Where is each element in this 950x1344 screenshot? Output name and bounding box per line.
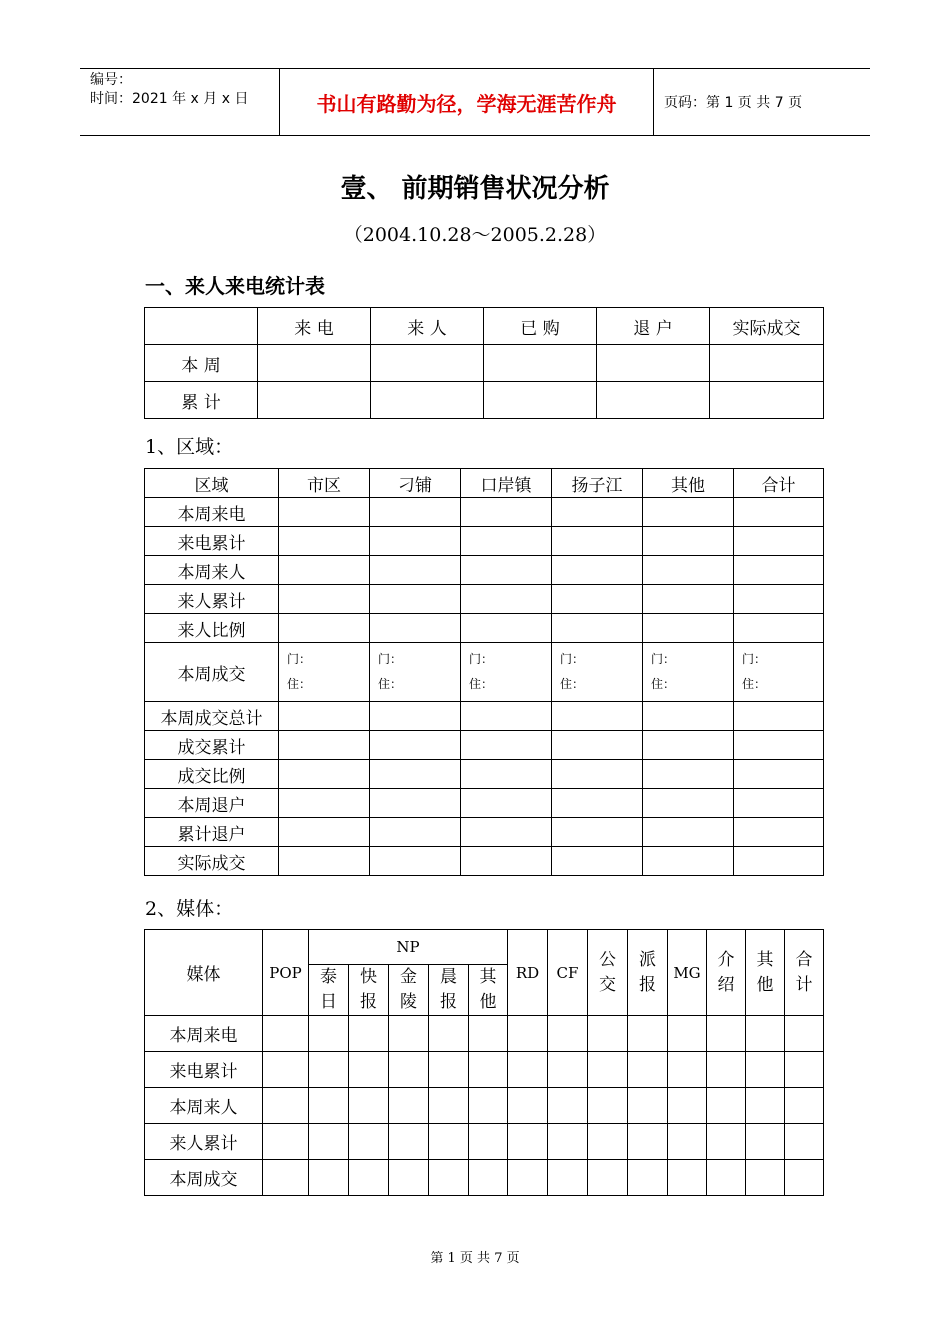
table-cell (552, 731, 643, 760)
table-row (145, 527, 824, 556)
row-label: 来人累计 (145, 585, 279, 614)
table-cell (734, 789, 824, 818)
table-row (145, 1052, 824, 1088)
table-cell (643, 847, 734, 876)
table-cell (628, 1016, 668, 1052)
table-cell (588, 1160, 628, 1196)
table-cell (734, 498, 824, 527)
table-cell (469, 1016, 508, 1052)
table-header-cell: MG (668, 930, 707, 1016)
table-cell (552, 614, 643, 643)
table-header-cell: 金 陵 (389, 965, 429, 1016)
table-cell (279, 498, 370, 527)
table-row (145, 789, 824, 818)
table-row (145, 643, 824, 702)
table-row (145, 585, 824, 614)
row-label: 实际成交 (145, 847, 279, 876)
table-cell (370, 760, 461, 789)
table-cell (548, 1160, 588, 1196)
table-cell (734, 731, 824, 760)
row-label: 本周来电 (145, 498, 279, 527)
table-cell (484, 345, 597, 382)
table-header-cell: 媒体 (145, 930, 263, 1016)
table-header-cell: NP (309, 930, 508, 965)
table-cell (263, 1016, 309, 1052)
table-cell (461, 818, 552, 847)
table-cell (643, 527, 734, 556)
document-title: 壹、 前期销售状况分析 (340, 174, 610, 204)
table-cell (548, 1016, 588, 1052)
home-label: 住： (560, 677, 585, 691)
table-row (145, 556, 824, 585)
table-cell (552, 789, 643, 818)
table-cell (279, 556, 370, 585)
table-cell (484, 382, 597, 419)
section-media-heading: 2、媒体： (145, 898, 234, 920)
table-cell (785, 1052, 824, 1088)
table-cell (734, 847, 824, 876)
door-home-cell (734, 643, 824, 702)
page-footer: 第 1 页 共 7 页 (430, 1251, 520, 1266)
table-cell (461, 702, 552, 731)
table-header-row (145, 469, 824, 498)
table-cell (734, 556, 824, 585)
table-cell (643, 585, 734, 614)
table-header-cell: 其 他 (746, 930, 785, 1016)
table-cell (469, 1088, 508, 1124)
table-cell (710, 382, 824, 419)
table-cell (370, 847, 461, 876)
door-label: 门： (378, 652, 403, 666)
table-row (145, 1088, 824, 1124)
table-cell (508, 1088, 548, 1124)
table-cell (429, 1160, 469, 1196)
table-header-cell: 退 户 (597, 308, 710, 345)
table-cell (643, 760, 734, 789)
table-cell (643, 702, 734, 731)
row-label: 累计退户 (145, 818, 279, 847)
home-label: 住： (469, 677, 494, 691)
table-row (145, 702, 824, 731)
table-cell (370, 585, 461, 614)
table-cell (389, 1016, 429, 1052)
time-label: 时间：2021 年 x 月 x 日 (90, 91, 249, 107)
table-header-cell: 实际成交 (710, 308, 824, 345)
table-cell (349, 1160, 389, 1196)
table-header-cell: CF (548, 930, 588, 1016)
table-cell (258, 382, 371, 419)
table-row (145, 760, 824, 789)
table-header-row (145, 308, 824, 345)
table-cell (785, 1016, 824, 1052)
table-cell (370, 702, 461, 731)
table-row (145, 847, 824, 876)
row-label: 本周来人 (145, 556, 279, 585)
table-cell (349, 1088, 389, 1124)
table-cell (552, 760, 643, 789)
table-cell (370, 731, 461, 760)
table-cell (628, 1052, 668, 1088)
table-cell (461, 614, 552, 643)
table-header-cell (145, 308, 258, 345)
table-cell (508, 1052, 548, 1088)
table-header-cell: 合 计 (785, 930, 824, 1016)
table-cell (628, 1160, 668, 1196)
row-label: 本周成交 (145, 643, 279, 702)
header-slogan: 书山有路勤为径，学海无涯苦作舟 (280, 69, 654, 135)
table-header-cell: 晨 报 (429, 965, 469, 1016)
table-cell (461, 585, 552, 614)
table-cell (279, 585, 370, 614)
table-cell (389, 1160, 429, 1196)
table-row (145, 731, 824, 760)
table-cell (263, 1088, 309, 1124)
table-cell (370, 556, 461, 585)
table-cell (707, 1016, 746, 1052)
table-row (145, 818, 824, 847)
table-cell (552, 585, 643, 614)
table-cell (370, 498, 461, 527)
table-cell (508, 1124, 548, 1160)
row-label: 来人比例 (145, 614, 279, 643)
table-cell (548, 1088, 588, 1124)
table-cell (429, 1124, 469, 1160)
table-header-cell: 合计 (734, 469, 824, 498)
table-header-row (145, 930, 824, 965)
table-cell (279, 789, 370, 818)
row-label: 成交累计 (145, 731, 279, 760)
table-header-cell: 泰 日 (309, 965, 349, 1016)
header-meta (80, 69, 280, 135)
table-cell (668, 1160, 707, 1196)
table-cell (371, 345, 484, 382)
table-cell (263, 1052, 309, 1088)
table-cell (309, 1124, 349, 1160)
table-cell (643, 614, 734, 643)
table-header-cell: 口岸镇 (461, 469, 552, 498)
table-cell (628, 1124, 668, 1160)
row-label: 成交比例 (145, 760, 279, 789)
table-cell (707, 1052, 746, 1088)
table-cell (370, 818, 461, 847)
table-cell (643, 818, 734, 847)
table-cell (643, 731, 734, 760)
table-cell (461, 731, 552, 760)
table-header-cell: 来 电 (258, 308, 371, 345)
table-cell (548, 1052, 588, 1088)
door-home-cell (279, 643, 370, 702)
table-cell (668, 1052, 707, 1088)
table-header-cell: 公 交 (588, 930, 628, 1016)
table-cell (461, 556, 552, 585)
door-label: 门： (560, 652, 585, 666)
table-header-cell: 市区 (279, 469, 370, 498)
door-home-cell (643, 643, 734, 702)
table-cell (370, 527, 461, 556)
home-label: 住： (742, 677, 767, 691)
table-cell (279, 702, 370, 731)
table-cell (643, 789, 734, 818)
table-cell (643, 556, 734, 585)
row-label: 来人累计 (145, 1124, 263, 1160)
row-label: 本周成交总计 (145, 702, 279, 731)
header-page-info: 页码：第 1 页 共 7 页 (664, 95, 803, 111)
media-table (144, 929, 824, 1196)
document-date-range: （2004.10.28～2005.2.28） (343, 224, 607, 246)
table-cell (552, 847, 643, 876)
region-table (144, 468, 824, 876)
table-cell (309, 1088, 349, 1124)
table-cell (552, 527, 643, 556)
row-label: 本周退户 (145, 789, 279, 818)
table-cell (370, 789, 461, 818)
table-cell (461, 498, 552, 527)
table-cell (734, 614, 824, 643)
table-header-cell: RD (508, 930, 548, 1016)
table-cell (469, 1160, 508, 1196)
table-header-cell: 刁铺 (370, 469, 461, 498)
table-cell (710, 345, 824, 382)
table-cell (263, 1124, 309, 1160)
table-cell (734, 527, 824, 556)
table-row (145, 614, 824, 643)
table-cell (461, 527, 552, 556)
table-cell (349, 1052, 389, 1088)
table-cell (746, 1088, 785, 1124)
table-cell (707, 1088, 746, 1124)
table-header-cell: 来 人 (371, 308, 484, 345)
row-label: 累 计 (145, 382, 258, 419)
table-cell (552, 498, 643, 527)
table-cell (279, 818, 370, 847)
table-cell (668, 1016, 707, 1052)
table-header-cell: 区域 (145, 469, 279, 498)
table-cell (370, 614, 461, 643)
table-cell (279, 847, 370, 876)
table-row (145, 498, 824, 527)
table-cell (707, 1160, 746, 1196)
table-cell (588, 1088, 628, 1124)
table-cell (389, 1052, 429, 1088)
table-header-cell: 派 报 (628, 930, 668, 1016)
table-cell (263, 1160, 309, 1196)
door-home-cell (552, 643, 643, 702)
door-label: 门： (287, 652, 312, 666)
table-cell (734, 702, 824, 731)
table-cell (734, 818, 824, 847)
table-cell (279, 527, 370, 556)
table-cell (552, 702, 643, 731)
table-cell (508, 1160, 548, 1196)
table-cell (389, 1088, 429, 1124)
table-cell (785, 1124, 824, 1160)
table-cell (469, 1124, 508, 1160)
table-cell (643, 498, 734, 527)
table-cell (309, 1052, 349, 1088)
section-visits-calls-heading: 一、来人来电统计表 (145, 274, 325, 298)
table-cell (279, 731, 370, 760)
visits-calls-table (144, 307, 824, 419)
home-label: 住： (651, 677, 676, 691)
row-label: 本周成交 (145, 1160, 263, 1196)
table-cell (508, 1016, 548, 1052)
door-label: 门： (742, 652, 767, 666)
door-label: 门： (651, 652, 676, 666)
table-cell (552, 556, 643, 585)
table-row (145, 382, 824, 419)
table-header-cell: 已 购 (484, 308, 597, 345)
table-cell (552, 818, 643, 847)
table-cell (597, 345, 710, 382)
table-cell (588, 1016, 628, 1052)
table-cell (785, 1160, 824, 1196)
table-header-cell: 快 报 (349, 965, 389, 1016)
table-header-cell: POP (263, 930, 309, 1016)
table-cell (746, 1160, 785, 1196)
table-cell (371, 382, 484, 419)
table-header-cell: 其他 (643, 469, 734, 498)
table-row (145, 1124, 824, 1160)
table-cell (349, 1016, 389, 1052)
table-cell (548, 1124, 588, 1160)
table-cell (469, 1052, 508, 1088)
table-cell (785, 1088, 824, 1124)
row-label: 来电累计 (145, 527, 279, 556)
table-cell (429, 1016, 469, 1052)
table-cell (734, 760, 824, 789)
table-cell (258, 345, 371, 382)
table-cell (429, 1088, 469, 1124)
door-label: 门： (469, 652, 494, 666)
table-cell (389, 1124, 429, 1160)
table-header-cell: 扬子江 (552, 469, 643, 498)
table-cell (707, 1124, 746, 1160)
table-cell (746, 1124, 785, 1160)
table-row (145, 1160, 824, 1196)
table-cell (588, 1124, 628, 1160)
code-label: 编号： (90, 72, 132, 88)
table-row (145, 345, 824, 382)
section-region-heading: 1、区域： (145, 436, 234, 458)
table-cell (429, 1052, 469, 1088)
table-cell (734, 585, 824, 614)
table-cell (461, 847, 552, 876)
table-cell (279, 614, 370, 643)
table-cell (588, 1052, 628, 1088)
table-cell (461, 789, 552, 818)
table-header-cell: 其 他 (469, 965, 508, 1016)
table-cell (668, 1124, 707, 1160)
table-cell (309, 1160, 349, 1196)
table-header-cell: 介 绍 (707, 930, 746, 1016)
home-label: 住： (287, 677, 312, 691)
row-label: 本周来电 (145, 1016, 263, 1052)
table-cell (597, 382, 710, 419)
table-cell (628, 1088, 668, 1124)
table-cell (668, 1088, 707, 1124)
door-home-cell (461, 643, 552, 702)
table-cell (746, 1052, 785, 1088)
door-home-cell (370, 643, 461, 702)
row-label: 本周来人 (145, 1088, 263, 1124)
table-cell (279, 760, 370, 789)
table-row (145, 1016, 824, 1052)
row-label: 本 周 (145, 345, 258, 382)
table-cell (309, 1016, 349, 1052)
home-label: 住： (378, 677, 403, 691)
row-label: 来电累计 (145, 1052, 263, 1088)
table-cell (349, 1124, 389, 1160)
table-cell (746, 1016, 785, 1052)
page-header (80, 68, 870, 136)
table-cell (461, 760, 552, 789)
